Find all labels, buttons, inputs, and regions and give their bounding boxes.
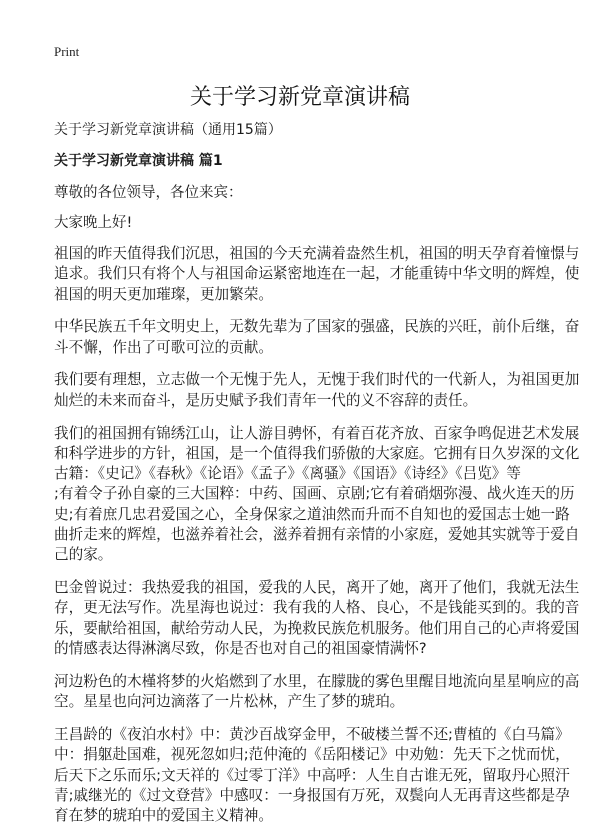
document-body (54, 244, 580, 839)
paragraph-line: 史;有着庶几忠君爱国之心，全身保家之道油然而升而不自知也的爱国志士她一路 (54, 505, 570, 523)
paragraph-line: 中华民族五千年文明史上，无数先辈为了国家的强盛，民族的兴旺，前仆后继，奋 (54, 318, 580, 336)
paragraph (54, 370, 580, 411)
greeting: 大家晚上好! (54, 215, 133, 231)
paragraph-line: ;有着令子孙自豪的三大国粹：中药、国画、京剧;它有着硝烟弥漫、战火连天的历 (54, 485, 575, 503)
paragraph-line: 祖国的昨天值得我们沉思，祖国的今天充满着盎然生机，祖国的明天孕育着憧憬与 (54, 245, 580, 262)
paragraph-line: 河边粉色的木槿将梦的火焰燃到了水里，在朦胧的雾色里醒目地流向星星响应的高 (54, 672, 580, 690)
print-link[interactable]: Print (54, 44, 80, 59)
paragraph-line: 追求。我们只有将个人与祖国命运紧密地连在一起，才能重铸中华文明的辉煌，使 (54, 265, 580, 283)
paragraph-line: 的情感表达得淋漓尽致，你是否也对自己的祖国豪情满怀? (54, 640, 427, 658)
paragraph-line: 巴金曾说过：我热爱我的祖国，爱我的人民，离开了她，离开了他们，我就无法生 (54, 579, 580, 597)
paragraph-line: 空。星星也向河边滴落了一片松林，产生了梦的琥珀。 (54, 693, 405, 711)
paragraph-line: 古籍：《史记》《春秋》《论语》《孟子》《离骚》《国语》《诗经》《吕览》等 (54, 465, 521, 483)
salutation: 尊敬的各位领导，各位来宾： (54, 185, 243, 201)
paragraph-line: 中：捐躯赴国难，视死忽如归;范仲淹的《岳阳楼记》中劝勉：先天下之忧而忧， (54, 746, 570, 764)
paragraph-line: 育在梦的琥珀中的爱国主义精神。 (54, 807, 273, 825)
paragraph-line: 乐，要献给祖国，献给劳动人民，为挽救民族危机服务。他们用自己的心声将爱国 (54, 619, 580, 637)
paragraph-line: 祖国的明天更加璀璨，更加繁荣。 (54, 285, 273, 303)
section-heading: 关于学习新党章演讲稿 篇1 (54, 153, 223, 169)
paragraph-line: 斗不懈，作出了可歌可泣的贡献。 (54, 338, 273, 356)
paragraph (54, 424, 580, 566)
paragraph-line: 青;戚继光的《过文登营》中感叹：一身报国有万死，双鬓向人无再青这些都是孕 (54, 786, 570, 804)
paragraph (54, 578, 580, 659)
document-subtitle: 关于学习新党章演讲稿（通用15篇） (54, 122, 282, 138)
paragraph (54, 725, 570, 826)
paragraph-line: 己的家。 (54, 546, 113, 564)
paragraph-line: 我们的祖国拥有锦绣江山，让人游目骋怀，有着百花齐放、百家争鸣促进艺术发展 (54, 424, 580, 442)
paragraph-line: 王昌龄的《夜泊水村》中：黄沙百战穿金甲，不破楼兰誓不还;曹植的《白马篇》 (54, 725, 570, 743)
paragraph-line: 和科学进步的方针，祖国，是一个值得我们骄傲的大家庭。它拥有日久岁深的文化 (54, 444, 580, 462)
paragraph-line: 曲折走来的辉煌，也滋养着社会，滋养着拥有亲情的小家庭，爱她其实就等于爱自 (54, 526, 580, 544)
paragraph-line: 灿烂的未来而奋斗，是历史赋予我们青年一代的义不容辞的责任。 (54, 391, 478, 409)
paragraph-line: 存，更无法写作。冼星海也说过：我有我的人格、良心，不是钱能买到的。我的音 (54, 599, 580, 617)
page-title: 关于学习新党章演讲稿 (189, 85, 410, 110)
paragraph (54, 672, 580, 713)
paragraph-line: 后天下之乐而乐;文天祥的《过零丁洋》中高呼：人生自古谁无死，留取丹心照汗 (54, 766, 570, 784)
paragraph (54, 317, 580, 358)
paragraph (54, 244, 580, 305)
paragraph-line: 我们要有理想，立志做一个无愧于先人，无愧于我们时代的一代新人，为祖国更加 (54, 371, 580, 389)
